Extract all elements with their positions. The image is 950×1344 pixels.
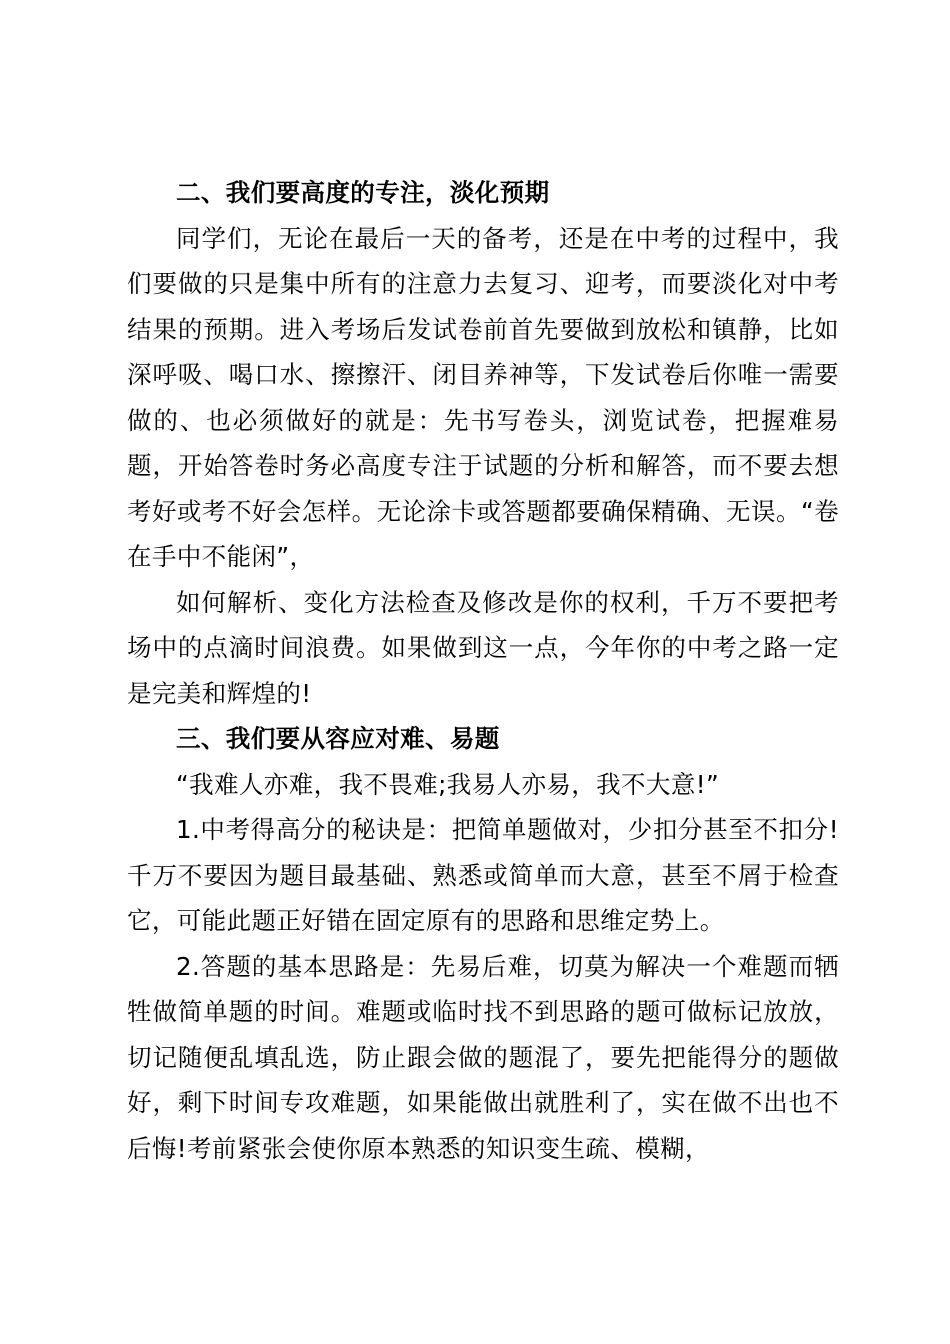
document-body (127, 170, 839, 1171)
section-heading-difficulty: 三、我们要从容应对难、易题 (176, 724, 500, 753)
numbered-paragraph-1: 1.中考得高分的秘诀是：把简单题做对，少扣分甚至不扣分!千万不要因为题目最基础、熟悉或简单而大意，甚至不屑于检查它，可能此题正好错在固定原有的思路和思维定势上。 (127, 815, 839, 935)
quote-paragraph: “我难人亦难，我不畏难;我易人亦易，我不大意!” (176, 769, 720, 799)
body-paragraph: 同学们，无论在最后一天的备考，还是在中考的过程中，我们要做的只是集中所有的注意力去复习、迎考，而要淡化对中考结果的预期。进入考场后发试卷前首先要做到放松和镇静，比如深呼吸、喝口水、擦擦汗、闭目养神等，下发试卷后你唯一需要做的、也必须做好的就是：先书写卷头，浏览试卷，把握难易题，开始答卷时务必高度专注于试题的分析和解答，而不要去想考好或考不好会怎样。无论涂卡或答题都要确保精确、无误。“卷在手中不能闲”， (127, 223, 839, 571)
body-paragraph: 如何解析、变化方法检查及修改是你的权利，千万不要把考场中的点滴时间浪费。如果做到这一点，今年你的中考之路一定是完美和辉煌的! (127, 587, 839, 708)
numbered-paragraph-2: 2.答题的基本思路是：先易后难，切莫为解决一个难题而牺牲做简单题的时间。难题或临时找不到思路的题可做标记放放，切记随便乱填乱选，防止跟会做的题混了，要先把能得分的题做好，剩下时间专攻难题，如果能做出就胜利了，实在做不出也不后悔!考前紧张会使你原本熟悉的知识变生疏、模糊， (127, 951, 839, 1163)
section-heading-focus: 二、我们要高度的专注，淡化预期 (176, 178, 550, 207)
